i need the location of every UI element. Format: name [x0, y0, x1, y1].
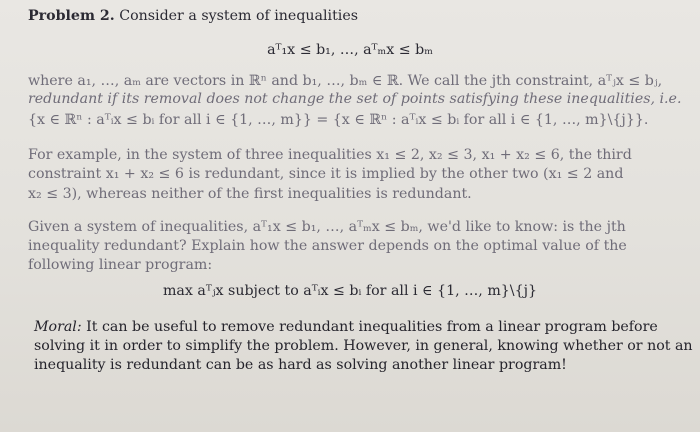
moral-line-2: solving it in order to simplify the problem. However, in general, knowing whether or not an	[34, 338, 693, 354]
problem-heading-line	[28, 8, 686, 25]
moral-text-1: It can be useful to remove redundant inequalities from a linear program before	[81, 319, 658, 335]
moral-line-1	[34, 319, 686, 336]
moral-label: Moral:	[34, 319, 82, 335]
body-line-1: where a₁, …, aₘ are vectors in ℝⁿ and b₁, …, bₘ ∈ ℝ. We call the jth constraint, aᵀⱼx ≤ bⱼ,	[28, 73, 663, 89]
body-line-2: redundant if its removal does not change the set of points satisfying these inequalities, i.e.	[28, 91, 682, 107]
moral-line-3: inequality is redundant can be as hard as solving another linear program!	[34, 357, 567, 373]
question-line-1: Given a system of inequalities, aᵀ₁x ≤ b₁, …, aᵀₘx ≤ bₘ, we'd like to know: is the jth	[28, 219, 626, 235]
question-line-3: following linear program:	[28, 257, 213, 273]
display-inequalities: aᵀ₁x ≤ b₁, …, aᵀₘx ≤ bₘ	[267, 42, 433, 58]
problem-number: Problem 2.	[28, 8, 115, 24]
question-line-2: inequality redundant? Explain how the answer depends on the optimal value of the	[28, 238, 627, 254]
problem-intro: Consider a system of inequalities	[114, 8, 358, 24]
body-line-5: constraint x₁ + x₂ ≤ 6 is redundant, since it is implied by the other two (x₁ ≤ 2 and	[28, 166, 624, 182]
body-line-4: For example, in the system of three inequalities x₁ ≤ 2, x₂ ≤ 3, x₁ + x₂ ≤ 6, the third	[28, 147, 632, 163]
linear-program: max aᵀⱼx subject to aᵀᵢx ≤ bᵢ for all i ∈ {1, …, m}\{j}	[162, 283, 538, 299]
body-line-6: x₂ ≤ 3), whereas neither of the first inequalities is redundant.	[28, 186, 472, 202]
body-line-3: {x ∈ ℝⁿ : aᵀᵢx ≤ bᵢ for all i ∈ {1, …, m}} = {x ∈ ℝⁿ : aᵀᵢx ≤ bᵢ for all i ∈ {1, …, m}\{j}}.	[28, 112, 649, 128]
